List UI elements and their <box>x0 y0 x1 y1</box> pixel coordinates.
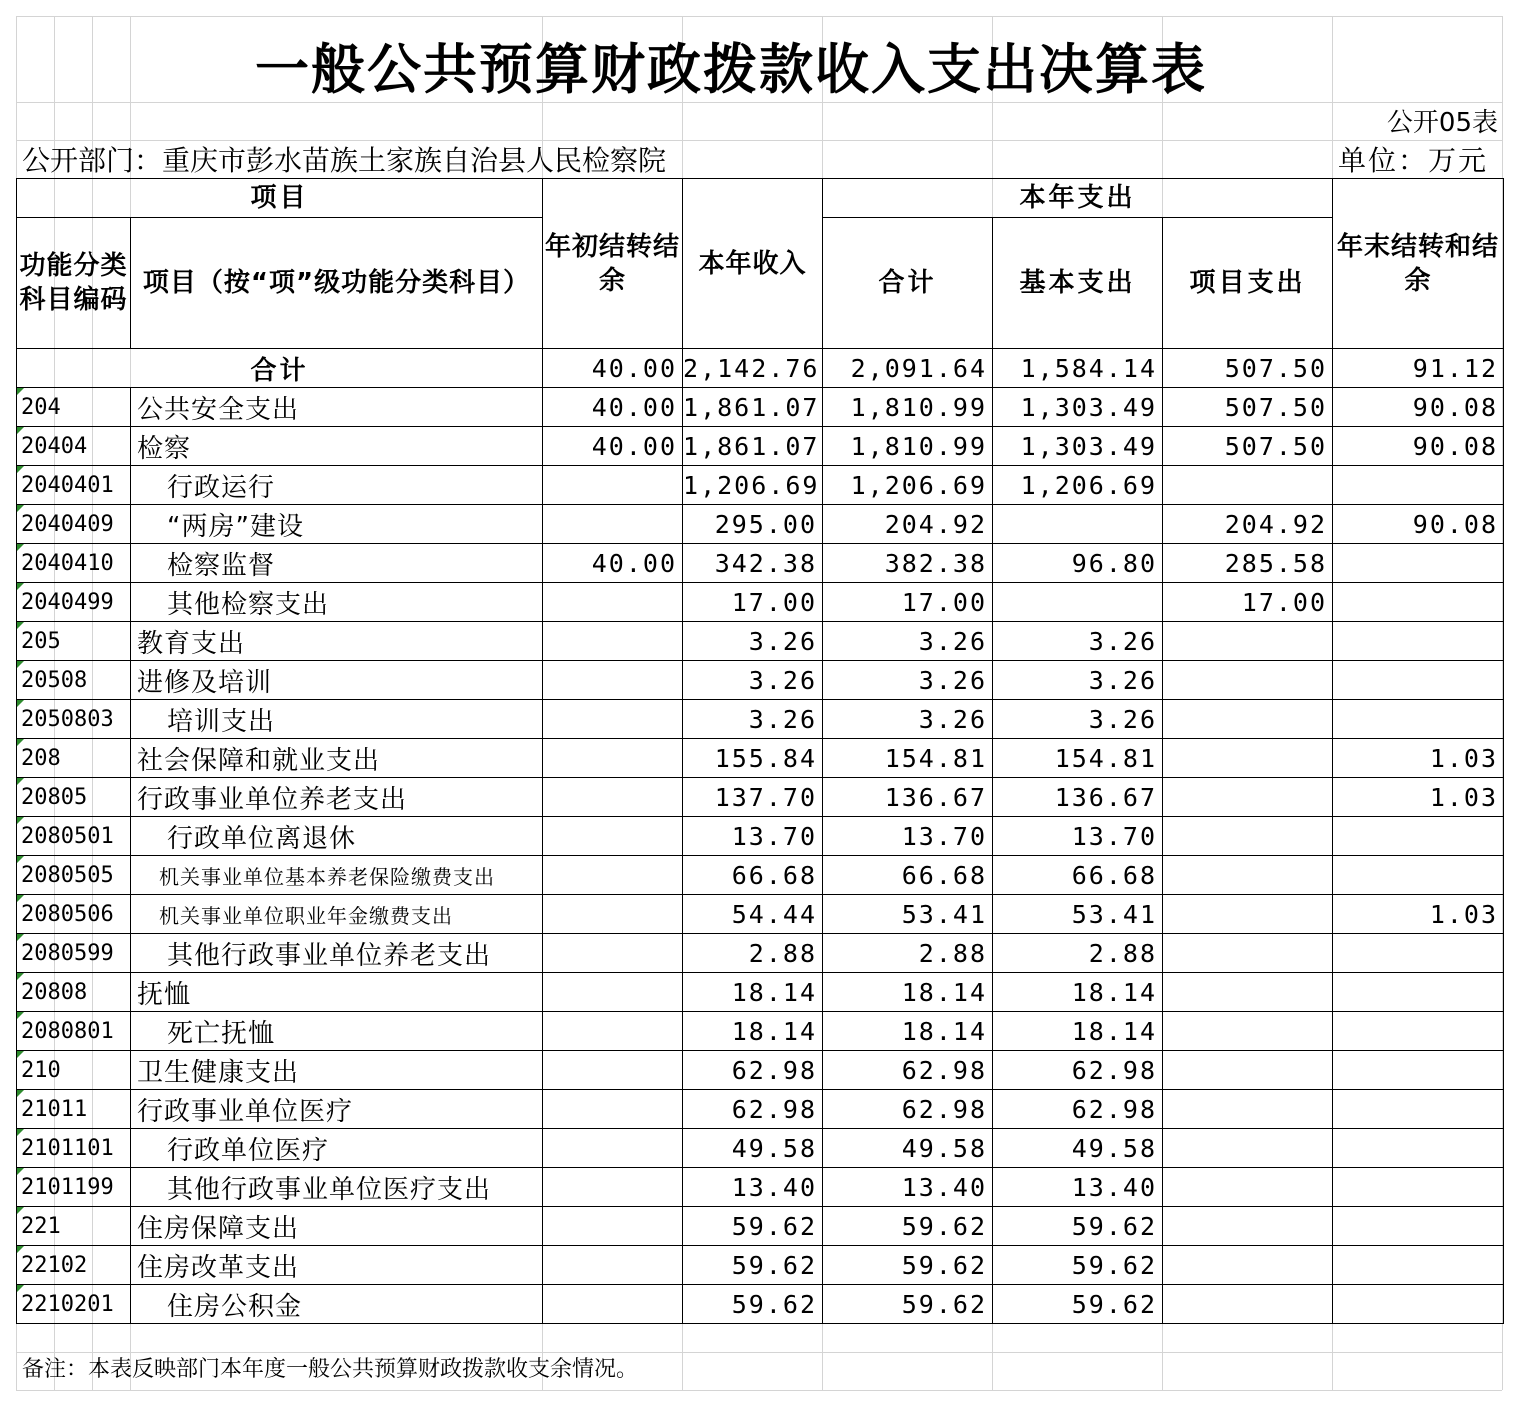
row-exp-project <box>1163 817 1333 856</box>
row-end <box>1333 1090 1504 1129</box>
row-exp-basic: 62.98 <box>993 1051 1163 1090</box>
row-exp-basic: 13.70 <box>993 817 1163 856</box>
row-exp-total: 3.26 <box>823 622 993 661</box>
row-code: 2080505 <box>17 856 131 895</box>
row-exp-basic: 59.62 <box>993 1285 1163 1324</box>
row-end <box>1333 1051 1504 1090</box>
row-exp-project <box>1163 1168 1333 1207</box>
row-exp-basic: 18.14 <box>993 1012 1163 1051</box>
header-begin-balance: 年初结转结余 <box>543 179 683 349</box>
row-exp-total: 1,206.69 <box>823 466 993 505</box>
row-begin <box>543 1285 683 1324</box>
table-row <box>17 505 1504 544</box>
row-name: 卫生健康支出 <box>131 1051 543 1090</box>
row-income: 3.26 <box>683 700 823 739</box>
table-row <box>17 1090 1504 1129</box>
row-begin <box>543 1012 683 1051</box>
row-exp-total: 1,810.99 <box>823 427 993 466</box>
row-name: 进修及培训 <box>131 661 543 700</box>
row-exp-project <box>1163 1129 1333 1168</box>
row-exp-total: 53.41 <box>823 895 993 934</box>
row-name: 死亡抚恤 <box>131 1012 543 1051</box>
row-begin <box>543 1168 683 1207</box>
row-begin <box>543 1090 683 1129</box>
row-begin: 40.00 <box>543 544 683 583</box>
table-row <box>17 1012 1504 1051</box>
row-end: 90.08 <box>1333 427 1504 466</box>
row-end <box>1333 544 1504 583</box>
header-income: 本年收入 <box>683 179 823 349</box>
row-income: 49.58 <box>683 1129 823 1168</box>
table-row <box>17 1051 1504 1090</box>
row-exp-total: 13.70 <box>823 817 993 856</box>
row-end <box>1333 1168 1504 1207</box>
row-end: 1.03 <box>1333 739 1504 778</box>
row-exp-basic: 96.80 <box>993 544 1163 583</box>
row-begin <box>543 778 683 817</box>
row-exp-project: 507.50 <box>1163 388 1333 427</box>
total-exp-basic: 1,584.14 <box>993 349 1163 388</box>
total-end: 91.12 <box>1333 349 1504 388</box>
row-exp-project <box>1163 895 1333 934</box>
row-exp-basic: 2.88 <box>993 934 1163 973</box>
row-income: 18.14 <box>683 973 823 1012</box>
row-begin <box>543 700 683 739</box>
row-exp-basic: 3.26 <box>993 661 1163 700</box>
table-row <box>17 466 1504 505</box>
row-exp-project <box>1163 700 1333 739</box>
row-exp-total: 18.14 <box>823 1012 993 1051</box>
row-begin: 40.00 <box>543 388 683 427</box>
row-income: 1,206.69 <box>683 466 823 505</box>
row-name: “两房”建设 <box>131 505 543 544</box>
row-exp-project <box>1163 1051 1333 1090</box>
row-name: 社会保障和就业支出 <box>131 739 543 778</box>
row-exp-total: 3.26 <box>823 661 993 700</box>
row-name: 行政运行 <box>131 466 543 505</box>
row-code: 22102 <box>17 1246 131 1285</box>
row-begin <box>543 661 683 700</box>
row-code: 2080501 <box>17 817 131 856</box>
row-income: 13.40 <box>683 1168 823 1207</box>
row-end <box>1333 934 1504 973</box>
row-begin <box>543 934 683 973</box>
row-income: 59.62 <box>683 1285 823 1324</box>
row-begin <box>543 1246 683 1285</box>
row-code: 221 <box>17 1207 131 1246</box>
row-exp-project <box>1163 934 1333 973</box>
row-end <box>1333 1207 1504 1246</box>
row-income: 62.98 <box>683 1051 823 1090</box>
row-end: 1.03 <box>1333 895 1504 934</box>
row-exp-total: 2.88 <box>823 934 993 973</box>
row-exp-total: 62.98 <box>823 1051 993 1090</box>
total-row <box>17 349 1504 388</box>
row-begin <box>543 1129 683 1168</box>
row-code: 20808 <box>17 973 131 1012</box>
row-name: 检察监督 <box>131 544 543 583</box>
table-row <box>17 895 1504 934</box>
row-begin <box>543 895 683 934</box>
table-row <box>17 661 1504 700</box>
row-exp-basic: 59.62 <box>993 1246 1163 1285</box>
row-begin <box>543 466 683 505</box>
row-name: 教育支出 <box>131 622 543 661</box>
row-income: 54.44 <box>683 895 823 934</box>
row-code: 2050803 <box>17 700 131 739</box>
row-name: 住房公积金 <box>131 1285 543 1324</box>
row-end <box>1333 1285 1504 1324</box>
row-exp-total: 59.62 <box>823 1285 993 1324</box>
row-exp-basic: 1,303.49 <box>993 388 1163 427</box>
row-exp-project <box>1163 1090 1333 1129</box>
row-name: 机关事业单位基本养老保险缴费支出 <box>131 856 543 895</box>
row-name: 培训支出 <box>131 700 543 739</box>
row-income: 17.00 <box>683 583 823 622</box>
header-expense-basic: 基本支出 <box>993 218 1163 349</box>
row-code: 20404 <box>17 427 131 466</box>
row-exp-project: 285.58 <box>1163 544 1333 583</box>
row-exp-project <box>1163 1246 1333 1285</box>
row-begin <box>543 856 683 895</box>
row-begin <box>543 973 683 1012</box>
row-exp-basic <box>993 583 1163 622</box>
total-exp-project: 507.50 <box>1163 349 1333 388</box>
row-code: 20805 <box>17 778 131 817</box>
row-begin: 40.00 <box>543 427 683 466</box>
row-exp-project <box>1163 1207 1333 1246</box>
row-exp-total: 136.67 <box>823 778 993 817</box>
table-row <box>17 778 1504 817</box>
department-label: 公开部门：重庆市彭水苗族土家族自治县人民检察院 <box>22 144 667 177</box>
row-exp-project <box>1163 1285 1333 1324</box>
row-exp-basic: 1,303.49 <box>993 427 1163 466</box>
row-end <box>1333 1012 1504 1051</box>
row-exp-project <box>1163 739 1333 778</box>
row-exp-project: 507.50 <box>1163 427 1333 466</box>
row-exp-basic: 136.67 <box>993 778 1163 817</box>
row-begin <box>543 817 683 856</box>
row-name: 检察 <box>131 427 543 466</box>
header-item-name: 项目（按“项”级功能分类科目） <box>131 218 543 349</box>
row-exp-project <box>1163 466 1333 505</box>
row-end <box>1333 1246 1504 1285</box>
table-number: 公开05表 <box>1386 108 1498 138</box>
row-end: 90.08 <box>1333 505 1504 544</box>
table-row <box>17 1285 1504 1324</box>
unit-label: 单位：万元 <box>1338 144 1489 177</box>
row-exp-total: 18.14 <box>823 973 993 1012</box>
row-exp-project <box>1163 1012 1333 1051</box>
row-income: 59.62 <box>683 1207 823 1246</box>
row-end <box>1333 622 1504 661</box>
row-name: 行政单位离退休 <box>131 817 543 856</box>
row-name: 机关事业单位职业年金缴费支出 <box>131 895 543 934</box>
row-exp-project <box>1163 973 1333 1012</box>
row-exp-total: 3.26 <box>823 700 993 739</box>
row-income: 62.98 <box>683 1090 823 1129</box>
row-name: 住房保障支出 <box>131 1207 543 1246</box>
row-exp-total: 154.81 <box>823 739 993 778</box>
total-label: 合计 <box>17 349 543 388</box>
row-end <box>1333 817 1504 856</box>
row-code: 2101199 <box>17 1168 131 1207</box>
row-exp-total: 49.58 <box>823 1129 993 1168</box>
row-income: 137.70 <box>683 778 823 817</box>
row-end <box>1333 700 1504 739</box>
table-row <box>17 700 1504 739</box>
row-income: 295.00 <box>683 505 823 544</box>
row-income: 66.68 <box>683 856 823 895</box>
total-exp-total: 2,091.64 <box>823 349 993 388</box>
row-name: 公共安全支出 <box>131 388 543 427</box>
row-name: 住房改革支出 <box>131 1246 543 1285</box>
row-exp-project: 17.00 <box>1163 583 1333 622</box>
row-name: 其他检察支出 <box>131 583 543 622</box>
row-exp-project <box>1163 856 1333 895</box>
header-expense-project: 项目支出 <box>1163 218 1333 349</box>
row-exp-basic: 18.14 <box>993 973 1163 1012</box>
row-income: 18.14 <box>683 1012 823 1051</box>
row-exp-basic: 66.68 <box>993 856 1163 895</box>
row-code: 2040409 <box>17 505 131 544</box>
table-row <box>17 973 1504 1012</box>
row-end <box>1333 1129 1504 1168</box>
row-begin <box>543 1051 683 1090</box>
row-code: 205 <box>17 622 131 661</box>
table-row <box>17 622 1504 661</box>
row-code: 2101101 <box>17 1129 131 1168</box>
row-begin <box>543 622 683 661</box>
row-code: 20508 <box>17 661 131 700</box>
table-row <box>17 1129 1504 1168</box>
row-income: 2.88 <box>683 934 823 973</box>
row-name: 行政单位医疗 <box>131 1129 543 1168</box>
row-exp-basic <box>993 505 1163 544</box>
row-exp-basic: 49.58 <box>993 1129 1163 1168</box>
row-name: 抚恤 <box>131 973 543 1012</box>
row-exp-total: 59.62 <box>823 1246 993 1285</box>
total-income: 2,142.76 <box>683 349 823 388</box>
row-code: 2080506 <box>17 895 131 934</box>
table-row <box>17 1246 1504 1285</box>
row-code: 2080801 <box>17 1012 131 1051</box>
row-code: 208 <box>17 739 131 778</box>
row-exp-total: 13.40 <box>823 1168 993 1207</box>
row-name: 行政事业单位医疗 <box>131 1090 543 1129</box>
row-income: 3.26 <box>683 661 823 700</box>
row-code: 21011 <box>17 1090 131 1129</box>
row-exp-basic: 154.81 <box>993 739 1163 778</box>
table-row <box>17 1168 1504 1207</box>
row-exp-basic: 59.62 <box>993 1207 1163 1246</box>
row-income: 59.62 <box>683 1246 823 1285</box>
row-exp-basic: 1,206.69 <box>993 466 1163 505</box>
row-income: 342.38 <box>683 544 823 583</box>
row-name: 行政事业单位养老支出 <box>131 778 543 817</box>
table-row <box>17 856 1504 895</box>
row-end <box>1333 856 1504 895</box>
row-exp-basic: 62.98 <box>993 1090 1163 1129</box>
row-exp-total: 204.92 <box>823 505 993 544</box>
header-expense-group: 本年支出 <box>823 179 1333 218</box>
row-code: 2040401 <box>17 466 131 505</box>
row-begin <box>543 583 683 622</box>
header-end-balance: 年末结转和结余 <box>1333 179 1504 349</box>
row-end: 90.08 <box>1333 388 1504 427</box>
row-begin <box>543 1207 683 1246</box>
row-code: 2080599 <box>17 934 131 973</box>
row-income: 1,861.07 <box>683 427 823 466</box>
table-row <box>17 934 1504 973</box>
table-row <box>17 739 1504 778</box>
row-exp-project: 204.92 <box>1163 505 1333 544</box>
table-row <box>17 817 1504 856</box>
row-code: 2210201 <box>17 1285 131 1324</box>
row-exp-project <box>1163 622 1333 661</box>
header-expense-total: 合计 <box>823 218 993 349</box>
row-code: 2040499 <box>17 583 131 622</box>
row-exp-basic: 3.26 <box>993 622 1163 661</box>
row-name: 其他行政事业单位养老支出 <box>131 934 543 973</box>
row-end <box>1333 661 1504 700</box>
row-income: 3.26 <box>683 622 823 661</box>
header-item-group: 项目 <box>17 179 543 218</box>
table-row <box>17 388 1504 427</box>
row-income: 13.70 <box>683 817 823 856</box>
row-end: 1.03 <box>1333 778 1504 817</box>
table-row <box>17 427 1504 466</box>
row-income: 1,861.07 <box>683 388 823 427</box>
budget-table <box>16 178 1504 1324</box>
footnote: 备注：本表反映部门本年度一般公共预算财政拨款收支余情况。 <box>22 1357 639 1382</box>
row-exp-basic: 53.41 <box>993 895 1163 934</box>
row-income: 155.84 <box>683 739 823 778</box>
table-row <box>17 1207 1504 1246</box>
row-end <box>1333 583 1504 622</box>
table-row <box>17 583 1504 622</box>
page-title: 一般公共预算财政拨款收入支出决算表 <box>255 38 1207 101</box>
row-begin <box>543 505 683 544</box>
table-row <box>17 544 1504 583</box>
row-exp-total: 66.68 <box>823 856 993 895</box>
row-code: 210 <box>17 1051 131 1090</box>
row-exp-total: 382.38 <box>823 544 993 583</box>
row-code: 204 <box>17 388 131 427</box>
row-exp-total: 59.62 <box>823 1207 993 1246</box>
row-begin <box>543 739 683 778</box>
row-exp-total: 62.98 <box>823 1090 993 1129</box>
header-code: 功能分类科目编码 <box>17 218 131 349</box>
row-exp-project <box>1163 661 1333 700</box>
row-exp-total: 17.00 <box>823 583 993 622</box>
row-exp-basic: 3.26 <box>993 700 1163 739</box>
row-end <box>1333 466 1504 505</box>
total-begin: 40.00 <box>543 349 683 388</box>
row-exp-total: 1,810.99 <box>823 388 993 427</box>
row-code: 2040410 <box>17 544 131 583</box>
row-name: 其他行政事业单位医疗支出 <box>131 1168 543 1207</box>
row-exp-project <box>1163 778 1333 817</box>
row-exp-basic: 13.40 <box>993 1168 1163 1207</box>
row-end <box>1333 973 1504 1012</box>
